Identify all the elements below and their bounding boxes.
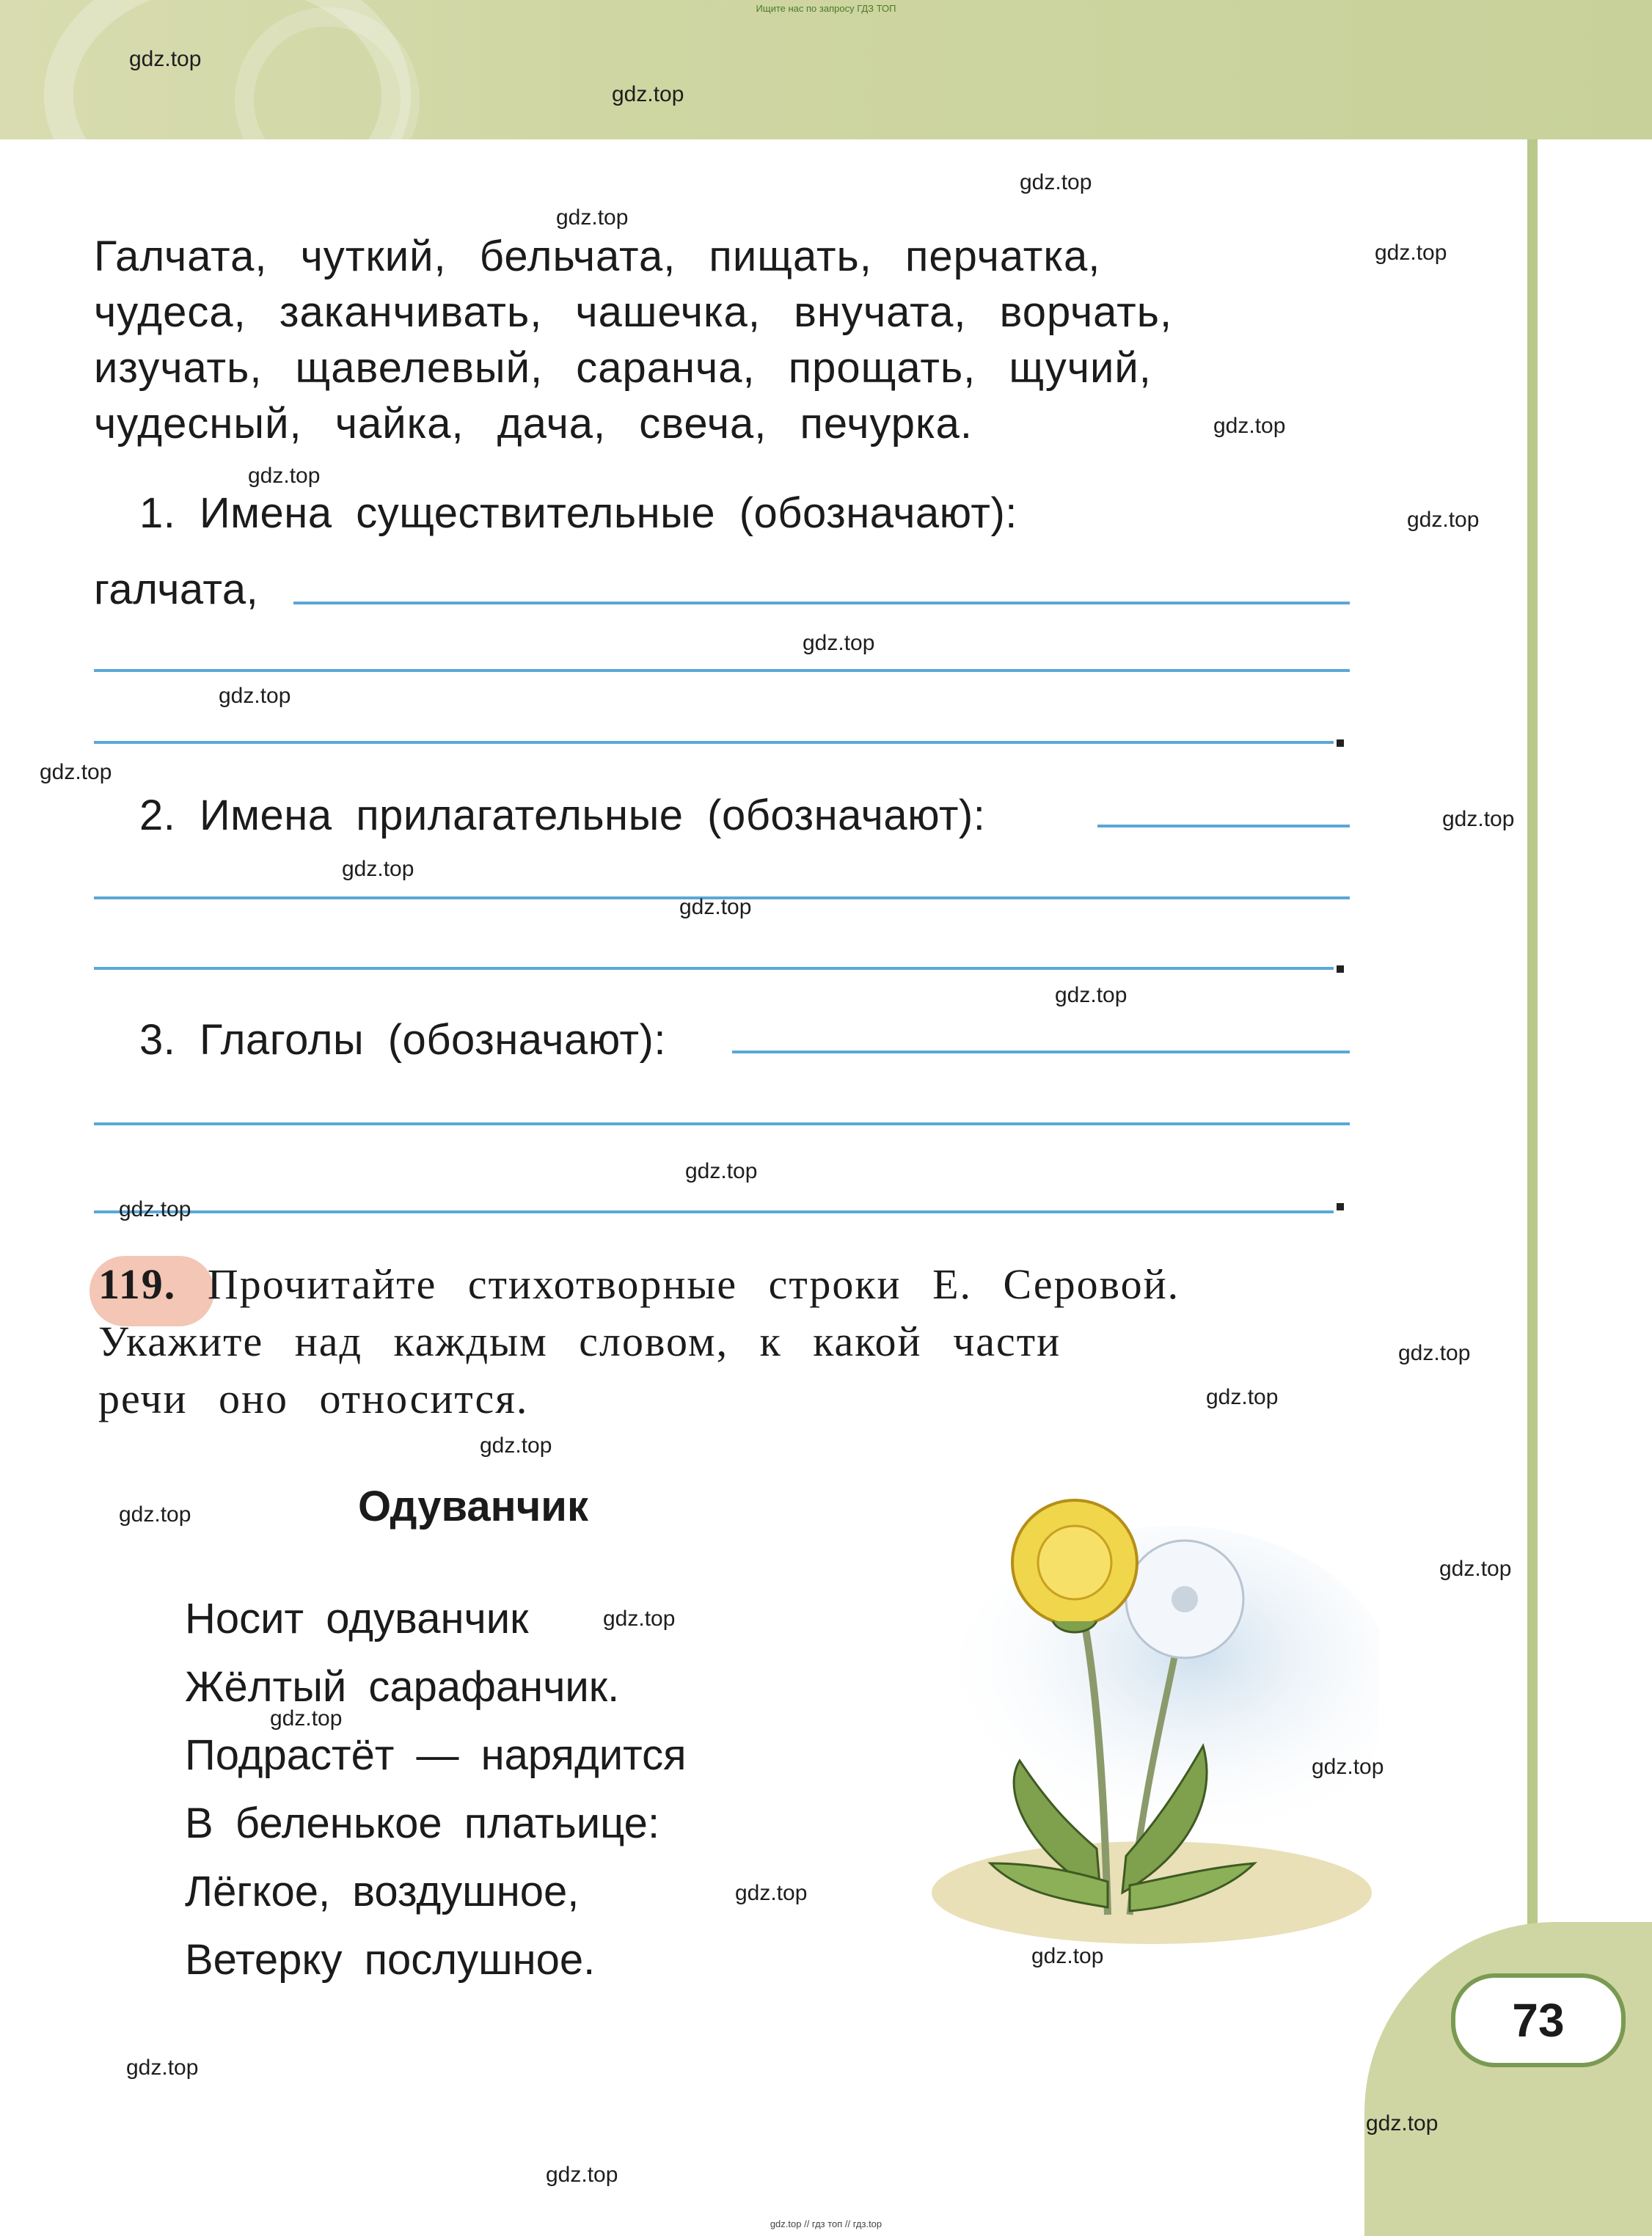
corner-band bbox=[1364, 1922, 1652, 2236]
task-line: Укажите над каждым словом, к какой части bbox=[98, 1318, 1061, 1365]
watermark: gdz.top bbox=[129, 47, 202, 71]
word-line: чудесный, чайка, дача, свеча, печурка. bbox=[94, 400, 973, 447]
poem-line: В беленькое платьице: bbox=[185, 1800, 660, 1847]
answer-line[interactable] bbox=[94, 741, 1334, 744]
top-notice: Ищите нас по запросу ГДЗ ТОП bbox=[756, 3, 896, 14]
answer-line[interactable] bbox=[293, 602, 1350, 604]
poem-line: Жёлтый сарафанчик. bbox=[185, 1663, 620, 1711]
task-instructions bbox=[98, 1256, 1353, 1428]
watermark: gdz.top bbox=[248, 464, 321, 488]
poem-title: Одуванчик bbox=[358, 1483, 588, 1530]
task-line: Прочитайте стихотворные строки Е. Серовой. bbox=[207, 1260, 1180, 1308]
watermark: gdz.top bbox=[1366, 2111, 1439, 2135]
answer-line[interactable] bbox=[94, 967, 1334, 970]
header-band bbox=[0, 0, 1652, 139]
adjectives-label: 2. Имена прилагательные (обозначают): bbox=[139, 792, 986, 839]
period-dot bbox=[1337, 965, 1344, 973]
watermark: gdz.top bbox=[1206, 1385, 1279, 1409]
watermark: gdz.top bbox=[685, 1159, 758, 1183]
verbs-label: 3. Глаголы (обозначают): bbox=[139, 1016, 666, 1064]
watermark: gdz.top bbox=[270, 1706, 343, 1731]
watermark: gdz.top bbox=[480, 1433, 552, 1458]
poem-line: Подрастёт — нарядится bbox=[185, 1731, 687, 1779]
decorative-swirl bbox=[235, 7, 420, 192]
watermark: gdz.top bbox=[612, 82, 684, 106]
answer-line[interactable] bbox=[94, 1210, 1334, 1213]
nouns-start: галчата, bbox=[94, 566, 259, 613]
watermark: gdz.top bbox=[1020, 170, 1092, 194]
task-number: 119. bbox=[98, 1260, 177, 1308]
watermark: gdz.top bbox=[1312, 1755, 1384, 1779]
period-dot bbox=[1337, 739, 1344, 747]
watermark: gdz.top bbox=[1398, 1341, 1471, 1365]
watermark: gdz.top bbox=[342, 857, 414, 881]
watermark: gdz.top bbox=[1407, 508, 1480, 532]
word-line: чудеса, заканчивать, чашечка, внучата, ворчать, bbox=[94, 288, 1173, 336]
watermark: gdz.top bbox=[803, 631, 875, 655]
watermark: gdz.top bbox=[219, 684, 291, 708]
watermark: gdz.top bbox=[119, 1502, 191, 1527]
watermark: gdz.top bbox=[1031, 1944, 1104, 1968]
task-line: речи оно относится. bbox=[98, 1375, 529, 1422]
poem-line: Ветерку послушное. bbox=[185, 1936, 596, 1984]
margin-line bbox=[1527, 139, 1538, 2017]
watermark: gdz.top bbox=[40, 760, 112, 784]
answer-line[interactable] bbox=[94, 1122, 1350, 1125]
word-line: изучать, щавелевый, саранча, прощать, щучий, bbox=[94, 344, 1152, 392]
answer-line[interactable] bbox=[1097, 825, 1350, 827]
watermark: gdz.top bbox=[1442, 807, 1515, 831]
page-number: 73 bbox=[1451, 1973, 1626, 2067]
watermark: gdz.top bbox=[1055, 983, 1127, 1007]
poem-line: Лёгкое, воздушное, bbox=[185, 1868, 580, 1915]
footer: gdz.top // гдз топ // гдз.top bbox=[770, 2218, 882, 2229]
word-list bbox=[94, 229, 1348, 452]
word-line: Галчата, чуткий, бельчата, пищать, перчатка, bbox=[94, 233, 1101, 280]
answer-line[interactable] bbox=[732, 1051, 1350, 1053]
watermark: gdz.top bbox=[1213, 414, 1286, 438]
watermark: gdz.top bbox=[126, 2056, 199, 2080]
nouns-label: 1. Имена существительные (обозначают): bbox=[139, 489, 1017, 537]
watermark: gdz.top bbox=[1439, 1557, 1512, 1581]
poem-line: Носит одуванчик bbox=[185, 1595, 529, 1643]
watermark: gdz.top bbox=[679, 895, 752, 919]
watermark: gdz.top bbox=[546, 2163, 618, 2187]
watermark: gdz.top bbox=[556, 205, 629, 230]
dandelion-illustration bbox=[910, 1482, 1379, 1959]
watermark: gdz.top bbox=[1375, 241, 1447, 265]
poem bbox=[185, 1585, 687, 1994]
watermark: gdz.top bbox=[119, 1197, 191, 1221]
answer-line[interactable] bbox=[94, 669, 1350, 672]
watermark: gdz.top bbox=[603, 1607, 676, 1631]
period-dot bbox=[1337, 1203, 1344, 1210]
watermark: gdz.top bbox=[735, 1881, 808, 1905]
